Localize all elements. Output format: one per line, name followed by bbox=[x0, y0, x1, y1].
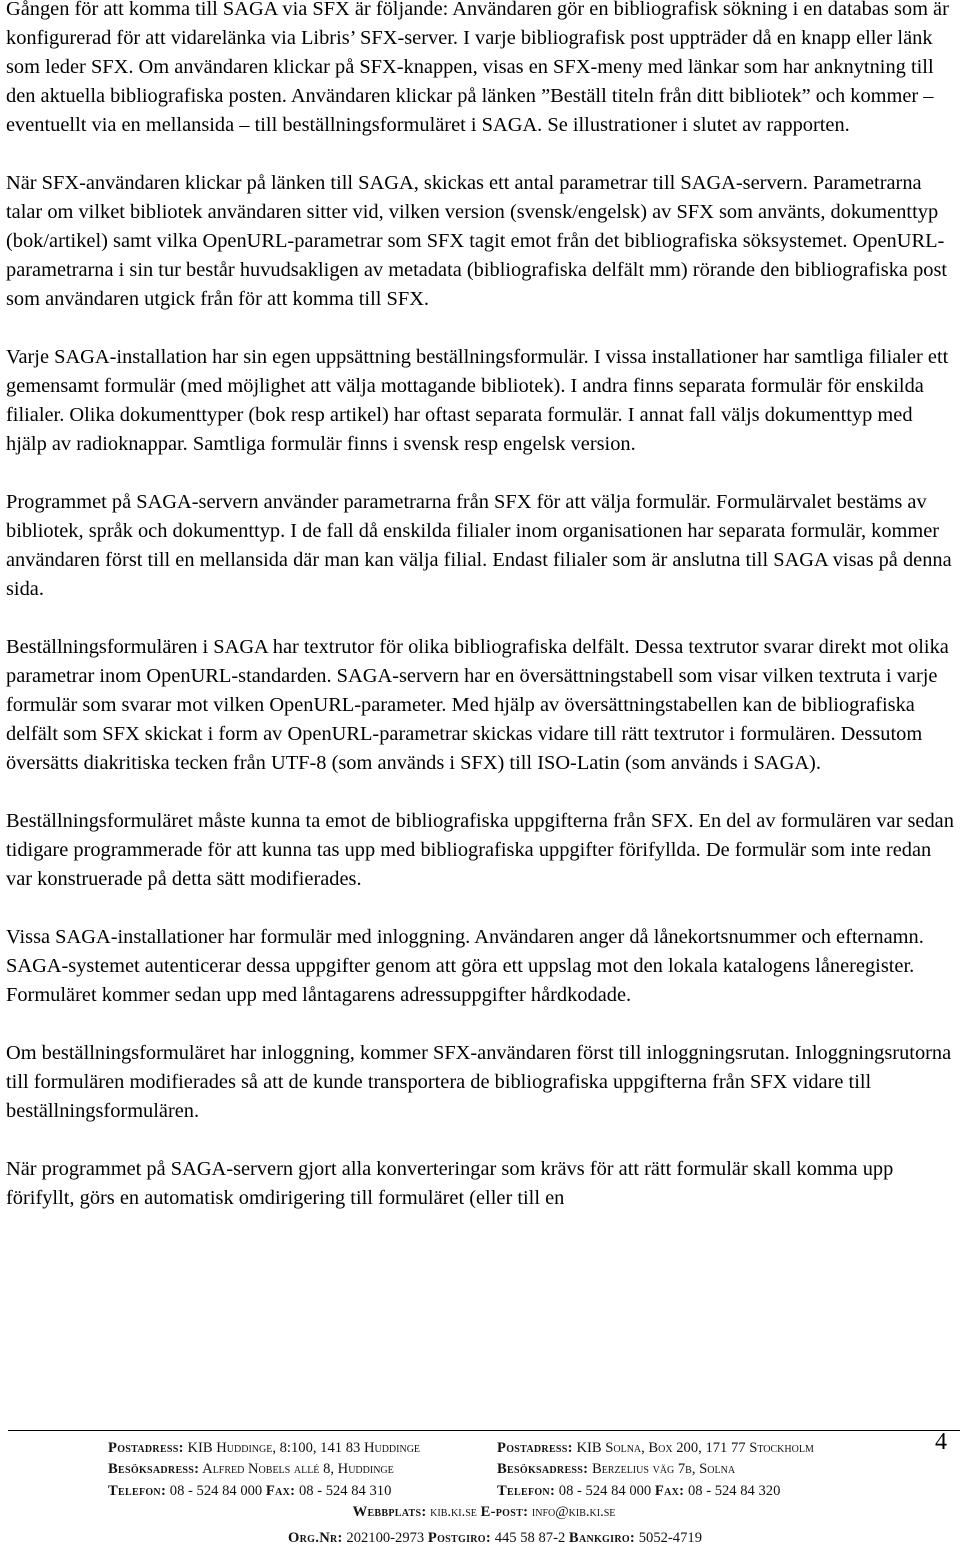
footer-line bbox=[497, 1481, 814, 1502]
besoksadress-label: Besöksadress: bbox=[108, 1461, 200, 1478]
paragraph-3: Varje SAGA-installation har sin egen uppsättning beställningsformulär. I vissa installationer har samtliga filialer ett gemensamt formulär (med möjlighet att välja mottagande bibliotek). I andra finns separata formulär för enskilda filialer. Olika dokumenttyper (bok resp artikel) har oftast separata formulär. I annat fall väljs dokumenttyp med hjälp av radioknappar. Samtliga formulär finns i svensk resp engelsk version. bbox=[6, 346, 949, 455]
telefon-value: 08 - 524 84 000 bbox=[169, 1482, 263, 1499]
email-link[interactable]: info@kib.ki.se bbox=[531, 1504, 616, 1520]
orgnr-value: 202100-2973 bbox=[346, 1530, 425, 1546]
postadress-value: KIB Huddinge, 8:100, 141 83 Huddinge bbox=[187, 1440, 421, 1456]
paragraph-6: Beställningsformuläret måste kunna ta emot de bibliografiska uppgifterna från SFX. En del av formulären var sedan tidigare programmerade för att kunna tas upp med bibliografiska uppgifter förifyllda. De formulär som inte redan var konstruerade på detta sätt modifierades. bbox=[6, 810, 954, 890]
paragraph-5: Beställningsformulären i SAGA har textrutor för olika bibliografiska delfält. Dessa textrutor svarar direkt mot olika parametrar inom OpenURL-standarden. SAGA-servern har en översättningstabell som visar vilken textruta i varje formulär som svarar mot vilken OpenURL-parameter. Med hjälp av översättningstabellen kan de bibliografiska delfält som SFX skickat i form av OpenURL-parametrar skickas vidare till rätt textrutor i formulären. Dessutom översätts diakritiska tecken från UTF-8 (som används i SFX) till ISO-Latin (som används i SAGA). bbox=[6, 636, 949, 774]
postadress-label: Postadress: bbox=[108, 1440, 184, 1456]
besoksadress-value: Berzelius väg 7b, Solna bbox=[591, 1461, 736, 1478]
bankgiro-value: 5052-4719 bbox=[638, 1530, 702, 1546]
footer-line bbox=[108, 1438, 420, 1459]
footer-line bbox=[497, 1459, 814, 1480]
postgiro-label: Postgiro: bbox=[427, 1530, 492, 1546]
paragraph-7: Vissa SAGA-installationer har formulär med inloggning. Användaren anger då lånekortsnummer och efternamn. SAGA-systemet autenticerar dessa uppgifter genom att göra ett uppslag mot den lokala katalogens låneregister. Formuläret kommer sedan upp med låntagarens adressuppgifter hårdkodade. bbox=[6, 926, 924, 1006]
fax-value: 08 - 524 84 310 bbox=[298, 1482, 392, 1499]
footer-line bbox=[108, 1481, 420, 1502]
paragraph-4: Programmet på SAGA-servern använder parametrarna från SFX för att välja formulär. Formulärvalet bestäms av bibliotek, språk och dokumenttyp. I de fall då enskilda filialer inom organisationen har separata formulär, kommer användaren först till en mellansida där man kan välja filial. Endast filialer som är anslutna till SAGA visas på denna sida. bbox=[6, 491, 952, 600]
footer-web-line bbox=[0, 1502, 960, 1523]
fax-value: 08 - 524 84 320 bbox=[687, 1482, 781, 1499]
telefon-value: 08 - 524 84 000 bbox=[558, 1482, 652, 1499]
footer bbox=[0, 1438, 960, 1546]
postgiro-value: 445 58 87-2 bbox=[494, 1530, 566, 1546]
telefon-label: Telefon: bbox=[497, 1482, 556, 1499]
paragraph-8: Om beställningsformuläret har inloggning, kommer SFX-användaren först till inloggningsrutan. Inloggningsrutorna till formulären modifierades så att de kunde transportera de bibliografiska uppgifterna från SFX vidare till beställningsformulären. bbox=[6, 1042, 952, 1122]
paragraph-1: Gången för att komma till SAGA via SFX är följande: Användaren gör en bibliografisk sökning i en databas som är konfigurerad för att vidarelänka via Libris’ SFX-server. I varje bibliografisk post uppträder då en knapp eller länk som leder SFX. Om användaren klickar på SFX-knappen, visas en SFX-meny med länkar som har anknytning till den aktuella bibliografiska posten. Användaren klickar på länken ”Beställ titeln från ditt bibliotek” och kommer – eventuellt via en mellansida – till beställningsformuläret i SAGA. Se illustrationer i slutet av rapporten. bbox=[6, 0, 949, 136]
postadress-label: Postadress: bbox=[497, 1440, 573, 1456]
footer-address-huddinge bbox=[108, 1438, 420, 1502]
fax-label: Fax: bbox=[654, 1482, 685, 1499]
orgnr-label: Org.Nr: bbox=[288, 1530, 343, 1546]
besoksadress-label: Besöksadress: bbox=[497, 1461, 589, 1478]
web-label: Webbplats: bbox=[352, 1504, 427, 1520]
paragraph-9: När programmet på SAGA-servern gjort alla konverteringar som krävs för att rätt formulär skall komma upp förifyllt, görs en automatisk omdirigering till formuläret (eller till en bbox=[6, 1158, 894, 1209]
footer-divider bbox=[8, 1430, 960, 1431]
postadress-value: KIB Solna, Box 200, 171 77 Stockholm bbox=[576, 1440, 814, 1456]
telefon-label: Telefon: bbox=[108, 1482, 167, 1499]
page-number: 4 bbox=[935, 1429, 947, 1455]
footer-line bbox=[497, 1438, 814, 1459]
bankgiro-label: Bankgiro: bbox=[568, 1530, 636, 1546]
paragraph-2: När SFX-användaren klickar på länken till SAGA, skickas ett antal parametrar till SAGA-servern. Parametrarna talar om vilket bibliotek användaren sitter vid, vilken version (svensk/engelsk) av SFX som använts, dokumenttyp (bok/artikel) samt vilka OpenURL-parametrar som SFX tagit emot från det bibliografiska söksystemet. OpenURL-parametrarna i sin tur består huvudsakligen av metadata (bibliografiska delfält mm) rörande den bibliografiska post som användaren utgick från för att komma till SFX. bbox=[6, 172, 948, 310]
footer-org-line bbox=[0, 1528, 960, 1549]
body-text bbox=[6, 0, 956, 1213]
fax-label: Fax: bbox=[265, 1482, 296, 1499]
footer-address-solna bbox=[497, 1438, 814, 1502]
besoksadress-value: Alfred Nobels allé 8, Huddinge bbox=[202, 1461, 394, 1478]
web-link[interactable]: kib.ki.se bbox=[430, 1504, 477, 1520]
email-label: E-post: bbox=[480, 1504, 529, 1520]
footer-line bbox=[108, 1459, 420, 1480]
